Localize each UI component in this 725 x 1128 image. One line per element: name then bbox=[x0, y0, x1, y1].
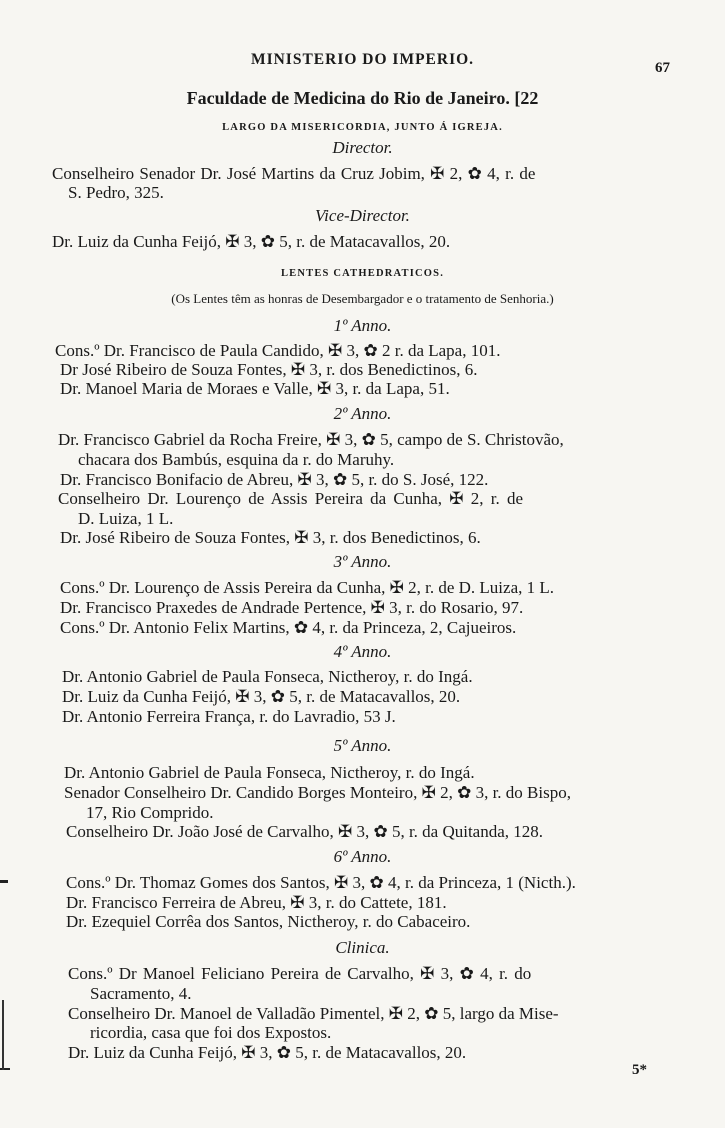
year-4-line-3: Dr. Antonio Ferreira França, r. do Lavradio, 53 J. bbox=[62, 707, 396, 726]
clinica-line-1: Cons.º Dr Manoel Feliciano Pereira de Carvalho, ✠ 3, ✿ 4, r. do bbox=[68, 964, 532, 983]
director-heading: Director. bbox=[332, 138, 393, 157]
year-3-line-2: Dr. Francisco Praxedes de Andrade Pertence, ✠ 3, r. do Rosario, 97. bbox=[60, 598, 524, 617]
year-2-heading: 2º Anno. bbox=[333, 404, 392, 423]
year-4-line-1: Dr. Antonio Gabriel de Paula Fonseca, Nictheroy, r. do Ingá. bbox=[62, 667, 473, 686]
lentes-heading: LENTES CATHEDRATICOS. bbox=[280, 268, 445, 279]
year-3-line-3: Cons.º Dr. Antonio Felix Martins, ✿ 4, r. da Princeza, 2, Cajueiros. bbox=[60, 618, 517, 637]
signature-mark: 5* bbox=[632, 1062, 647, 1078]
year-2-line-4: Conselheiro Dr. Lourenço de Assis Pereira da Cunha, ✠ 2, r. de bbox=[58, 489, 524, 508]
year-6-line-3: Dr. Ezequiel Corrêa dos Santos, Nictheroy, r. do Cabaceiro. bbox=[66, 912, 471, 931]
year-5-heading: 5º Anno. bbox=[333, 736, 392, 755]
page-number: 67 bbox=[655, 60, 670, 76]
year-1-line-1: Cons.º Dr. Francisco de Paula Candido, ✠ 3, ✿ 2 r. da Lapa, 101. bbox=[55, 341, 501, 360]
year-5-line-3: 17, Rio Comprido. bbox=[86, 803, 214, 822]
clinica-line-3: Conselheiro Dr. Manoel de Valladão Pimentel, ✠ 2, ✿ 5, largo da Mise- bbox=[68, 1004, 559, 1023]
faculty-title: Faculdade de Medicina do Rio de Janeiro. [22 bbox=[186, 88, 539, 108]
clinica-heading: Clinica. bbox=[335, 938, 390, 957]
year-1-line-3: Dr. Manoel Maria de Moraes e Valle, ✠ 3, r. da Lapa, 51. bbox=[60, 379, 450, 398]
year-4-line-2: Dr. Luiz da Cunha Feijó, ✠ 3, ✿ 5, r. de Matacavallos, 20. bbox=[62, 687, 461, 706]
vice-director-line-1: Dr. Luiz da Cunha Feijó, ✠ 3, ✿ 5, r. de Matacavallos, 20. bbox=[52, 232, 451, 251]
scan-edge-mark bbox=[0, 880, 8, 883]
running-head: MINISTERIO DO IMPERIO. bbox=[250, 51, 475, 68]
year-2-line-1: Dr. Francisco Gabriel da Rocha Freire, ✠ 3, ✿ 5, campo de S. Christovão, bbox=[58, 430, 564, 449]
year-5-line-1: Dr. Antonio Gabriel de Paula Fonseca, Nictheroy, r. do Ingá. bbox=[64, 763, 475, 782]
year-1-heading: 1º Anno. bbox=[333, 316, 392, 335]
director-line-1: Conselheiro Senador Dr. José Martins da Cruz Jobim, ✠ 2, ✿ 4, r. de bbox=[52, 164, 536, 183]
year-2-line-3: Dr. Francisco Bonifacio de Abreu, ✠ 3, ✿ 5, r. do S. José, 122. bbox=[60, 470, 489, 489]
year-1-line-2: Dr José Ribeiro de Souza Fontes, ✠ 3, r. dos Benedictinos, 6. bbox=[60, 360, 478, 379]
year-6-line-1: Cons.º Dr. Thomaz Gomes dos Santos, ✠ 3, ✿ 4, r. da Princeza, 1 (Nicth.). bbox=[66, 873, 576, 892]
year-3-line-1: Cons.º Dr. Lourenço de Assis Pereira da Cunha, ✠ 2, r. de D. Luiza, 1 L. bbox=[60, 578, 555, 597]
clinica-line-4: ricordia, casa que foi dos Expostos. bbox=[90, 1023, 332, 1042]
clinica-line-2: Sacramento, 4. bbox=[90, 984, 192, 1003]
year-2-line-6: Dr. José Ribeiro de Souza Fontes, ✠ 3, r. dos Benedictinos, 6. bbox=[60, 528, 481, 547]
lentes-note: (Os Lentes têm as honras de Desembargador e o tratamento de Senhoria.) bbox=[171, 291, 554, 306]
scan-edge-line bbox=[2, 1000, 4, 1070]
year-2-line-2: chacara dos Bambús, esquina da r. do Maruhy. bbox=[78, 450, 395, 469]
clinica-line-5: Dr. Luiz da Cunha Feijó, ✠ 3, ✿ 5, r. de Matacavallos, 20. bbox=[68, 1043, 467, 1062]
faculty-address: LARGO DA MISERICORDIA, JUNTO Á IGREJA. bbox=[222, 122, 503, 133]
year-3-heading: 3º Anno. bbox=[333, 552, 392, 571]
year-5-line-2: Senador Conselheiro Dr. Candido Borges Monteiro, ✠ 2, ✿ 3, r. do Bispo, bbox=[64, 783, 571, 802]
vice-director-heading: Vice-Director. bbox=[315, 206, 410, 225]
year-6-line-2: Dr. Francisco Ferreira de Abreu, ✠ 3, r. do Cattete, 181. bbox=[66, 893, 447, 912]
year-6-heading: 6º Anno. bbox=[333, 847, 392, 866]
year-5-line-4: Conselheiro Dr. João José de Carvalho, ✠ 3, ✿ 5, r. da Quitanda, 128. bbox=[66, 822, 544, 841]
year-4-heading: 4º Anno. bbox=[333, 642, 392, 661]
director-line-2: S. Pedro, 325. bbox=[68, 183, 164, 202]
year-2-line-5: D. Luiza, 1 L. bbox=[78, 509, 174, 528]
